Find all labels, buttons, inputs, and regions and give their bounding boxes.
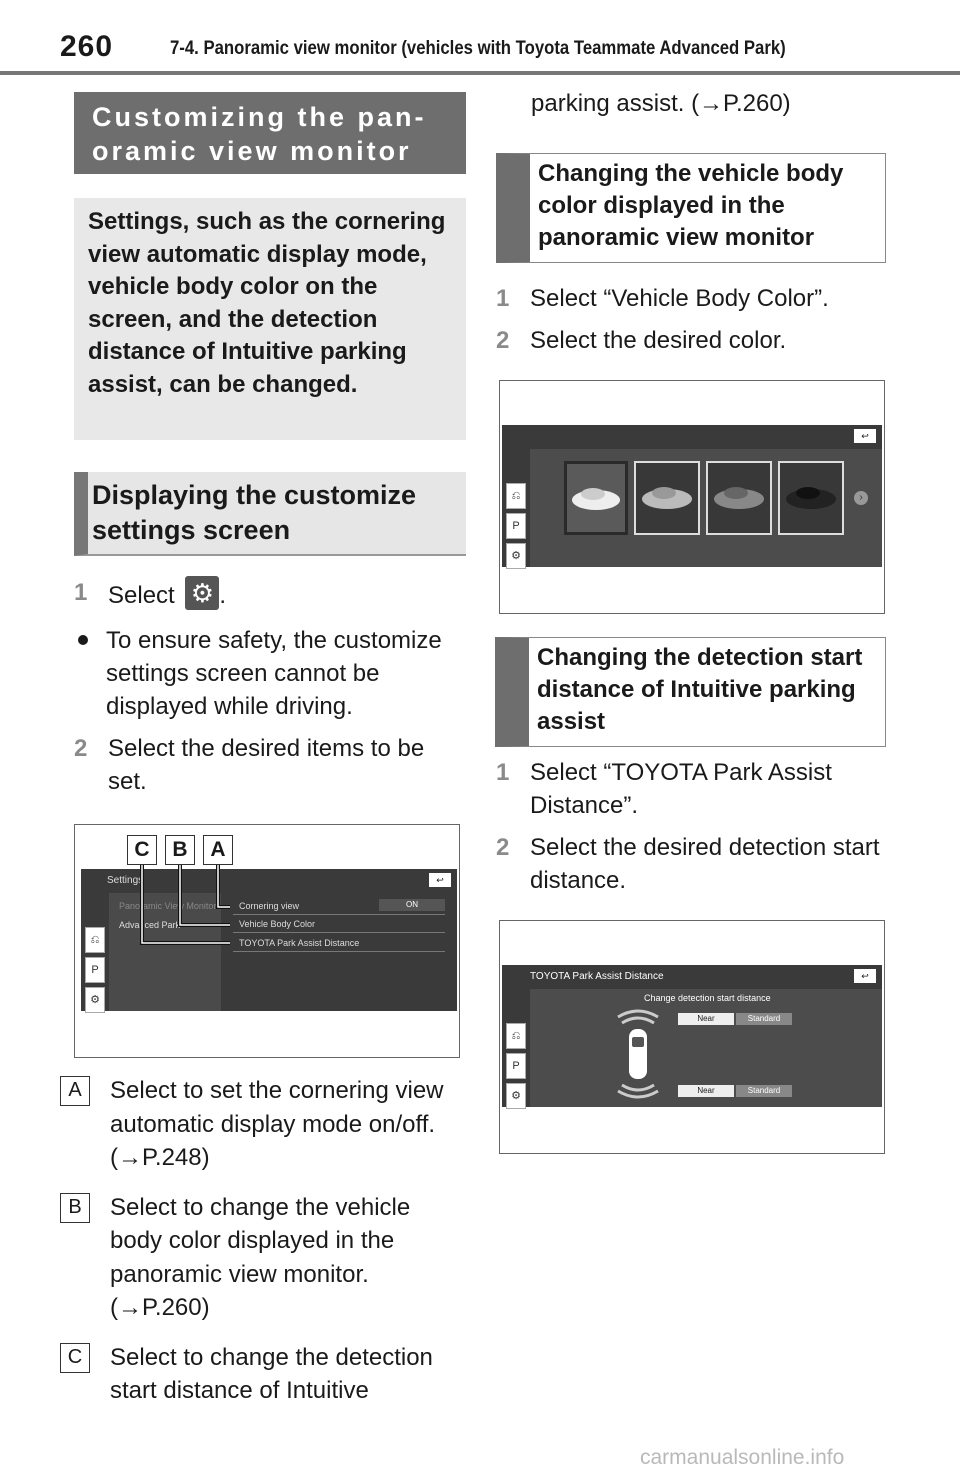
- step-number: 2: [496, 327, 510, 354]
- b1-step-1: 1 Select “Vehicle Body Color”.: [496, 282, 886, 315]
- callout-b: B: [165, 835, 195, 865]
- step-number: 1: [496, 285, 510, 312]
- settings-gear-icon: ⚙: [185, 576, 219, 610]
- gear-icon[interactable]: ⚙: [506, 1083, 526, 1109]
- watermark: carmanualsonline.info: [640, 1446, 845, 1469]
- intro-box: Settings, such as the cornering view automatic display mode, vehicle body color on the screen, and the detection distance of Intuitive parking assist, can be changed.: [74, 198, 466, 440]
- menu-item-advanced-park[interactable]: Advanced Park: [119, 920, 181, 930]
- back-icon[interactable]: ↩: [854, 429, 876, 443]
- page-number: 260: [60, 30, 114, 63]
- body-color-screenshot: [499, 380, 885, 614]
- back-icon[interactable]: ↩: [854, 969, 876, 983]
- step-number: 1: [74, 579, 88, 606]
- page-header: [0, 0, 960, 76]
- label-b: B Select to change the vehicle body color displayed in the panoramic view monitor. (→P.260): [74, 1191, 466, 1325]
- label-tag: A: [60, 1076, 90, 1106]
- left-column: [67, 92, 466, 1408]
- color-option-black[interactable]: [778, 461, 844, 535]
- menu-item-panoramic[interactable]: Panoramic View Monitor: [119, 901, 217, 911]
- front-near-option[interactable]: Near: [678, 1013, 734, 1025]
- car-top-view-icon: [608, 1003, 668, 1107]
- safety-note: To ensure safety, the customize settings screen cannot be displayed while driving.: [74, 624, 466, 723]
- step-1: [74, 576, 466, 612]
- b2-step-2: 2 Select the desired detection start distance.: [496, 831, 886, 897]
- camera-view-icon[interactable]: ⎌: [85, 927, 105, 953]
- chapter-title: 7-4. Panoramic view monitor (vehicles with Toyota Teammate Advanced Park): [170, 38, 786, 59]
- step-number: 2: [496, 834, 510, 861]
- gear-icon[interactable]: ⚙: [85, 987, 105, 1013]
- cornering-toggle[interactable]: ON: [379, 899, 445, 911]
- next-arrow-icon[interactable]: ›: [854, 491, 868, 505]
- step-2: [74, 732, 466, 798]
- step-text: Select ⚙ .: [108, 578, 227, 609]
- callout-c: C: [127, 835, 157, 865]
- label-a: A Select to set the cornering view automatic display mode on/off. (→P.248): [74, 1074, 466, 1175]
- front-standard-option[interactable]: Standard: [736, 1013, 792, 1025]
- screen-title: TOYOTA Park Assist Distance: [530, 971, 664, 982]
- color-option-white[interactable]: [564, 461, 628, 535]
- camera-view-icon[interactable]: ⎌: [506, 483, 526, 509]
- gear-icon[interactable]: ⚙: [506, 543, 526, 569]
- car-icon: [780, 463, 842, 533]
- item-cornering-view[interactable]: Cornering view: [239, 901, 300, 911]
- settings-screenshot: [74, 824, 460, 1058]
- rear-standard-option[interactable]: Standard: [736, 1085, 792, 1097]
- distance-screen: [502, 965, 882, 1107]
- continued-text: parking assist. (→P.260): [531, 90, 791, 117]
- parking-3d-icon[interactable]: P: [506, 513, 526, 539]
- car-icon: [636, 463, 698, 533]
- body-color-screen: [502, 425, 882, 567]
- parking-3d-icon[interactable]: P: [506, 1053, 526, 1079]
- screen-title: Settings: [107, 875, 144, 886]
- b2-step-1: 1 Select “TOYOTA Park Assist Distance”.: [496, 756, 886, 822]
- car-icon: [708, 463, 770, 533]
- back-icon[interactable]: ↩: [429, 873, 451, 887]
- label-c: C Select to change the detection start distance of Intuitive: [74, 1341, 466, 1408]
- distance-screenshot: [499, 920, 885, 1154]
- right-column: [496, 80, 886, 1154]
- section-title: Customizing the pan-oramic view monitor: [74, 92, 466, 174]
- label-tag: C: [60, 1343, 90, 1373]
- sub-heading: Displaying the customize settings screen: [74, 472, 466, 556]
- item-park-assist-distance[interactable]: TOYOTA Park Assist Distance: [239, 938, 360, 948]
- distance-heading: Change detection start distance: [644, 993, 771, 1003]
- car-icon: [567, 464, 625, 532]
- rear-near-option[interactable]: Near: [678, 1085, 734, 1097]
- item-vehicle-body-color[interactable]: Vehicle Body Color: [239, 919, 316, 929]
- b1-step-2: 2 Select the desired color.: [496, 324, 886, 357]
- callout-leader-lines: [75, 825, 461, 1059]
- parking-3d-icon[interactable]: P: [85, 957, 105, 983]
- box-body-color: Changing the vehicle body color displayed in the panoramic view monitor: [496, 153, 886, 263]
- step-text: Select the desired items to be set.: [108, 735, 425, 795]
- bullet-dot-icon: [78, 635, 88, 645]
- label-tag: B: [60, 1193, 90, 1223]
- header-rule: [0, 71, 960, 75]
- color-option-silver[interactable]: [634, 461, 700, 535]
- callout-a: A: [203, 835, 233, 865]
- step-number: 2: [74, 735, 88, 762]
- step-number: 1: [496, 759, 510, 786]
- box-detection-distance: Changing the detection start distance of Intuitive parking assist: [495, 637, 886, 747]
- color-option-gray[interactable]: [706, 461, 772, 535]
- camera-view-icon[interactable]: ⎌: [506, 1023, 526, 1049]
